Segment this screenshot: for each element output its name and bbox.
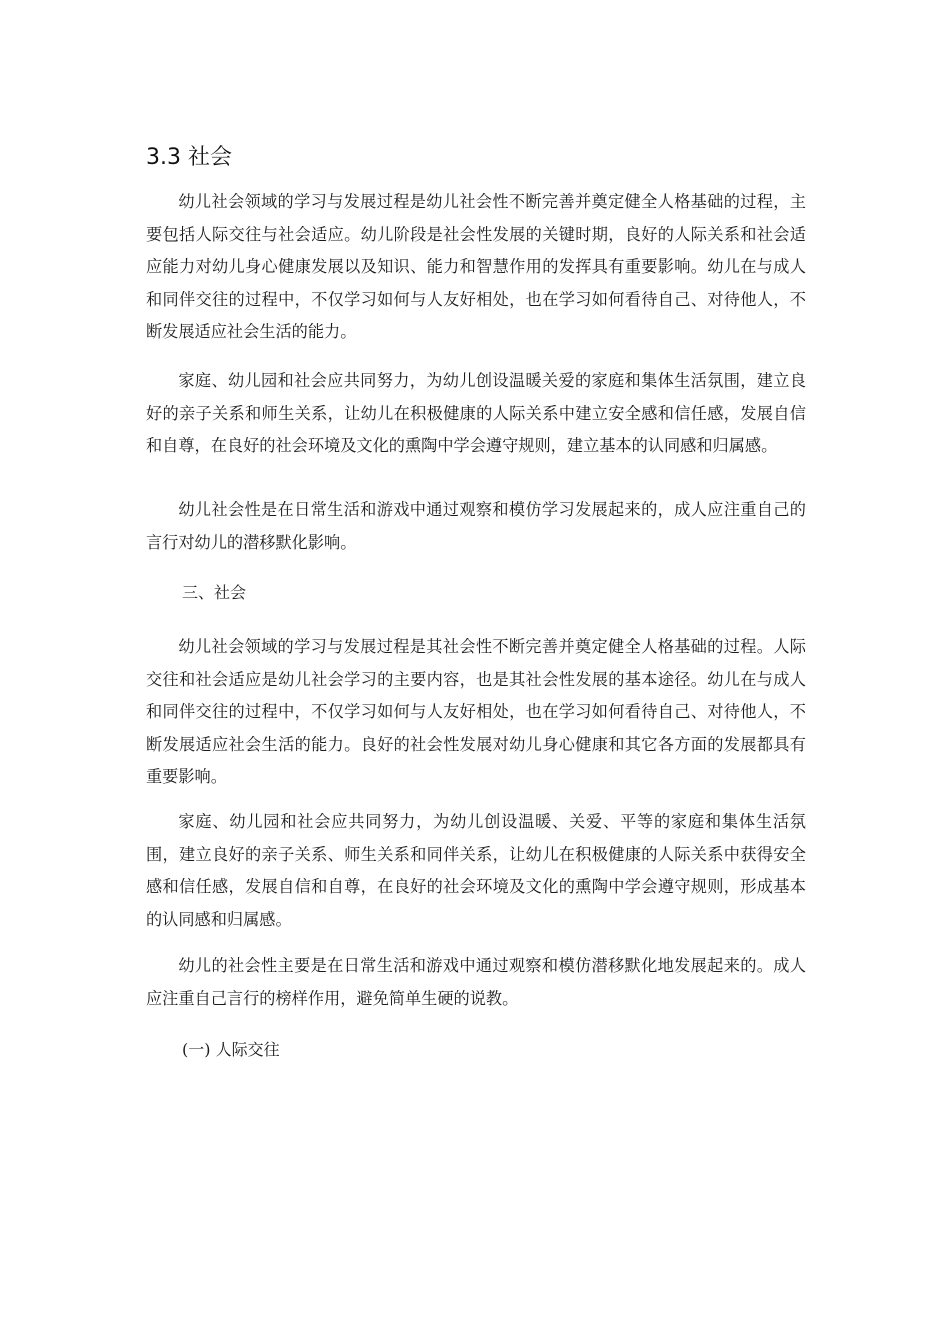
section-label-social: 三、社会	[182, 583, 247, 602]
paragraph-family-environment: 家庭、幼儿园和社会应共同努力，为幼儿创设温暖、关爱、平等的家庭和集体生活氛围，建立良好的亲子关系、师生关系和同伴关系，让幼儿在积极健康的人际关系中获得安全感和信任感，发展自信和自尊，在良好的社会环境及文化的熏陶中学会遵守规则，形成基本的认同感和归属感。	[146, 812, 806, 929]
subsection-label-interpersonal: (一) 人际交往	[182, 1040, 280, 1059]
paragraph-observation-learning: 幼儿社会性是在日常生活和游戏中通过观察和模仿学习发展起来的，成人应注重自己的言行对幼儿的潜移默化影响。	[146, 500, 806, 552]
paragraph-role-model: 幼儿的社会性主要是在日常生活和游戏中通过观察和模仿潜移默化地发展起来的。成人应注重自己言行的榜样作用，避免简单生硬的说教。	[146, 956, 806, 1008]
section-heading: 3.3 社会	[146, 145, 232, 170]
paragraph-social-intro: 幼儿社会领域的学习与发展过程是幼儿社会性不断完善并奠定健全人格基础的过程，主要包括人际交往与社会适应。幼儿阶段是社会性发展的关键时期，良好的人际关系和社会适应能力对幼儿身心健康发展以及知识、能力和智慧作用的发挥具有重要影响。幼儿在与成人和同伴交往的过程中，不仅学习如何与人友好相处，也在学习如何看待自己、对待他人，不断发展适应社会生活的能力。	[146, 192, 806, 341]
paragraph-social-development: 幼儿社会领域的学习与发展过程是其社会性不断完善并奠定健全人格基础的过程。人际交往和社会适应是幼儿社会学习的主要内容，也是其社会性发展的基本途径。幼儿在与成人和同伴交往的过程中，不仅学习如何与人友好相处，也在学习如何看待自己、对待他人，不断发展适应社会生活的能力。良好的社会性发展对幼儿身心健康和其它各方面的发展都具有重要影响。	[146, 637, 806, 786]
paragraph-family-cooperation: 家庭、幼儿园和社会应共同努力，为幼儿创设温暖关爱的家庭和集体生活氛围，建立良好的亲子关系和师生关系，让幼儿在积极健康的人际关系中建立安全感和信任感，发展自信和自尊，在良好的社会环境及文化的熏陶中学会遵守规则，建立基本的认同感和归属感。	[146, 371, 806, 455]
